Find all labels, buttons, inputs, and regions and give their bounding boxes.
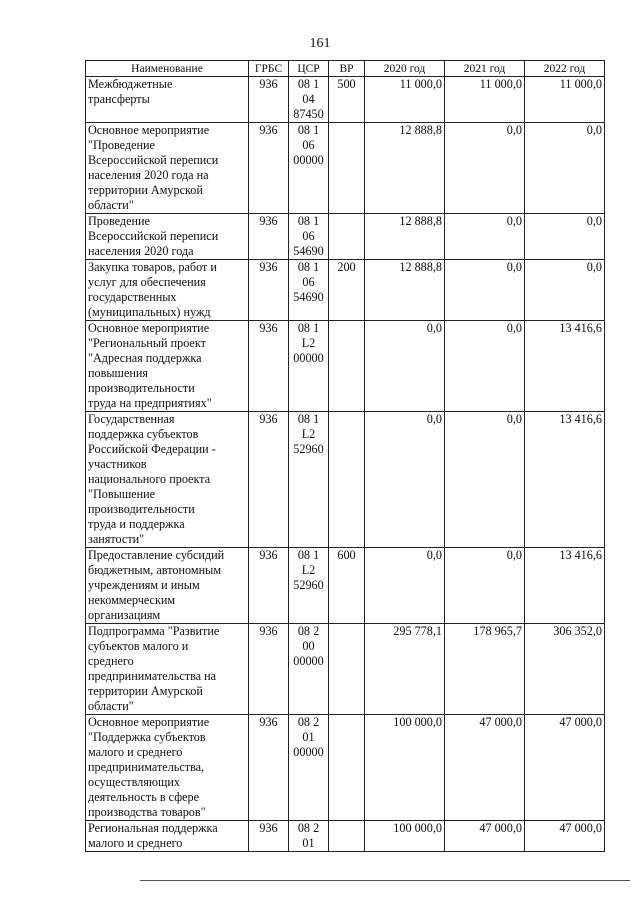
- row-grbs: 936: [249, 214, 289, 260]
- page-bottom-rule: [140, 880, 630, 881]
- row-2020: 100 000,0: [365, 715, 445, 821]
- row-2022: 13 416,6: [525, 548, 605, 624]
- row-csr: 08 1 04 87450: [289, 77, 329, 123]
- row-2022: 0,0: [525, 260, 605, 321]
- row-2021: 11 000,0: [445, 77, 525, 123]
- row-2021: 0,0: [445, 123, 525, 214]
- row-2020: 11 000,0: [365, 77, 445, 123]
- row-name: Государственная поддержка субъектов Российской Федерации - участников национального проекта "Повышение производительности труда и поддержка занятости": [86, 412, 249, 548]
- row-2020: 12 888,8: [365, 123, 445, 214]
- table-row: [86, 821, 605, 852]
- row-2022: 13 416,6: [525, 412, 605, 548]
- row-name: Основное мероприятие "Проведение Всероссийской переписи населения 2020 года на территории Амурской области": [86, 123, 249, 214]
- row-grbs: 936: [249, 123, 289, 214]
- header-csr: ЦСР: [289, 61, 329, 77]
- row-2022: 11 000,0: [525, 77, 605, 123]
- table-row: [86, 624, 605, 715]
- row-csr: 08 1 L2 52960: [289, 412, 329, 548]
- table-row: [86, 214, 605, 260]
- row-2022: 47 000,0: [525, 715, 605, 821]
- row-csr: 08 1 06 00000: [289, 123, 329, 214]
- row-2020: 12 888,8: [365, 260, 445, 321]
- row-name: Подпрограмма "Развитие субъектов малого и среднего предпринимательства на территории Амурской области": [86, 624, 249, 715]
- row-name: Межбюджетные трансферты: [86, 77, 249, 123]
- row-csr: 08 2 01 00000: [289, 715, 329, 821]
- row-name: Основное мероприятие "Региональный проект "Адресная поддержка повышения производительности труда на предприятиях": [86, 321, 249, 412]
- row-2020: 100 000,0: [365, 821, 445, 852]
- row-vr: [329, 624, 365, 715]
- header-name: Наименование: [86, 61, 249, 77]
- row-csr: 08 2 01: [289, 821, 329, 852]
- table-row: [86, 260, 605, 321]
- header-2021: 2021 год: [445, 61, 525, 77]
- table-row: [86, 412, 605, 548]
- row-grbs: 936: [249, 77, 289, 123]
- row-2020: 0,0: [365, 548, 445, 624]
- table-row: [86, 715, 605, 821]
- row-vr: [329, 412, 365, 548]
- row-2022: 13 416,6: [525, 321, 605, 412]
- row-grbs: 936: [249, 548, 289, 624]
- row-2022: 0,0: [525, 214, 605, 260]
- row-vr: 200: [329, 260, 365, 321]
- row-vr: [329, 821, 365, 852]
- row-vr: 500: [329, 77, 365, 123]
- row-2022: 47 000,0: [525, 821, 605, 852]
- row-name: Проведение Всероссийской переписи населения 2020 года: [86, 214, 249, 260]
- row-grbs: 936: [249, 412, 289, 548]
- row-name: Основное мероприятие "Поддержка субъектов малого и среднего предпринимательства, осуществляющих деятельность в сфере производства товаров": [86, 715, 249, 821]
- row-grbs: 936: [249, 821, 289, 852]
- row-2021: 0,0: [445, 548, 525, 624]
- row-2021: 0,0: [445, 321, 525, 412]
- row-csr: 08 1 L2 00000: [289, 321, 329, 412]
- header-2022: 2022 год: [525, 61, 605, 77]
- row-vr: 600: [329, 548, 365, 624]
- row-grbs: 936: [249, 624, 289, 715]
- row-2020: 0,0: [365, 321, 445, 412]
- row-2021: 47 000,0: [445, 821, 525, 852]
- row-csr: 08 1 L2 52960: [289, 548, 329, 624]
- row-grbs: 936: [249, 715, 289, 821]
- row-vr: [329, 321, 365, 412]
- row-2022: 306 352,0: [525, 624, 605, 715]
- header-2020: 2020 год: [365, 61, 445, 77]
- header-grbs: ГРБС: [249, 61, 289, 77]
- table-row: [86, 321, 605, 412]
- row-2021: 0,0: [445, 214, 525, 260]
- row-2021: 178 965,7: [445, 624, 525, 715]
- row-2020: 0,0: [365, 412, 445, 548]
- row-csr: 08 2 00 00000: [289, 624, 329, 715]
- row-csr: 08 1 06 54690: [289, 214, 329, 260]
- table-row: [86, 123, 605, 214]
- row-grbs: 936: [249, 260, 289, 321]
- row-vr: [329, 214, 365, 260]
- row-csr: 08 1 06 54690: [289, 260, 329, 321]
- row-vr: [329, 715, 365, 821]
- header-vr: ВР: [329, 61, 365, 77]
- row-name: Региональная поддержка малого и среднего: [86, 821, 249, 852]
- row-2022: 0,0: [525, 123, 605, 214]
- row-2020: 12 888,8: [365, 214, 445, 260]
- table-row: [86, 548, 605, 624]
- row-name: Закупка товаров, работ и услуг для обеспечения государственных (муниципальных) нужд: [86, 260, 249, 321]
- table-header-row: [86, 61, 605, 77]
- row-vr: [329, 123, 365, 214]
- page-number: 161: [309, 36, 331, 51]
- row-2021: 0,0: [445, 260, 525, 321]
- row-2021: 0,0: [445, 412, 525, 548]
- table-row: [86, 77, 605, 123]
- budget-table: [85, 60, 605, 852]
- row-2020: 295 778,1: [365, 624, 445, 715]
- row-grbs: 936: [249, 321, 289, 412]
- row-name: Предоставление субсидий бюджетным, автономным учреждениям и иным некоммерческим организациям: [86, 548, 249, 624]
- row-2021: 47 000,0: [445, 715, 525, 821]
